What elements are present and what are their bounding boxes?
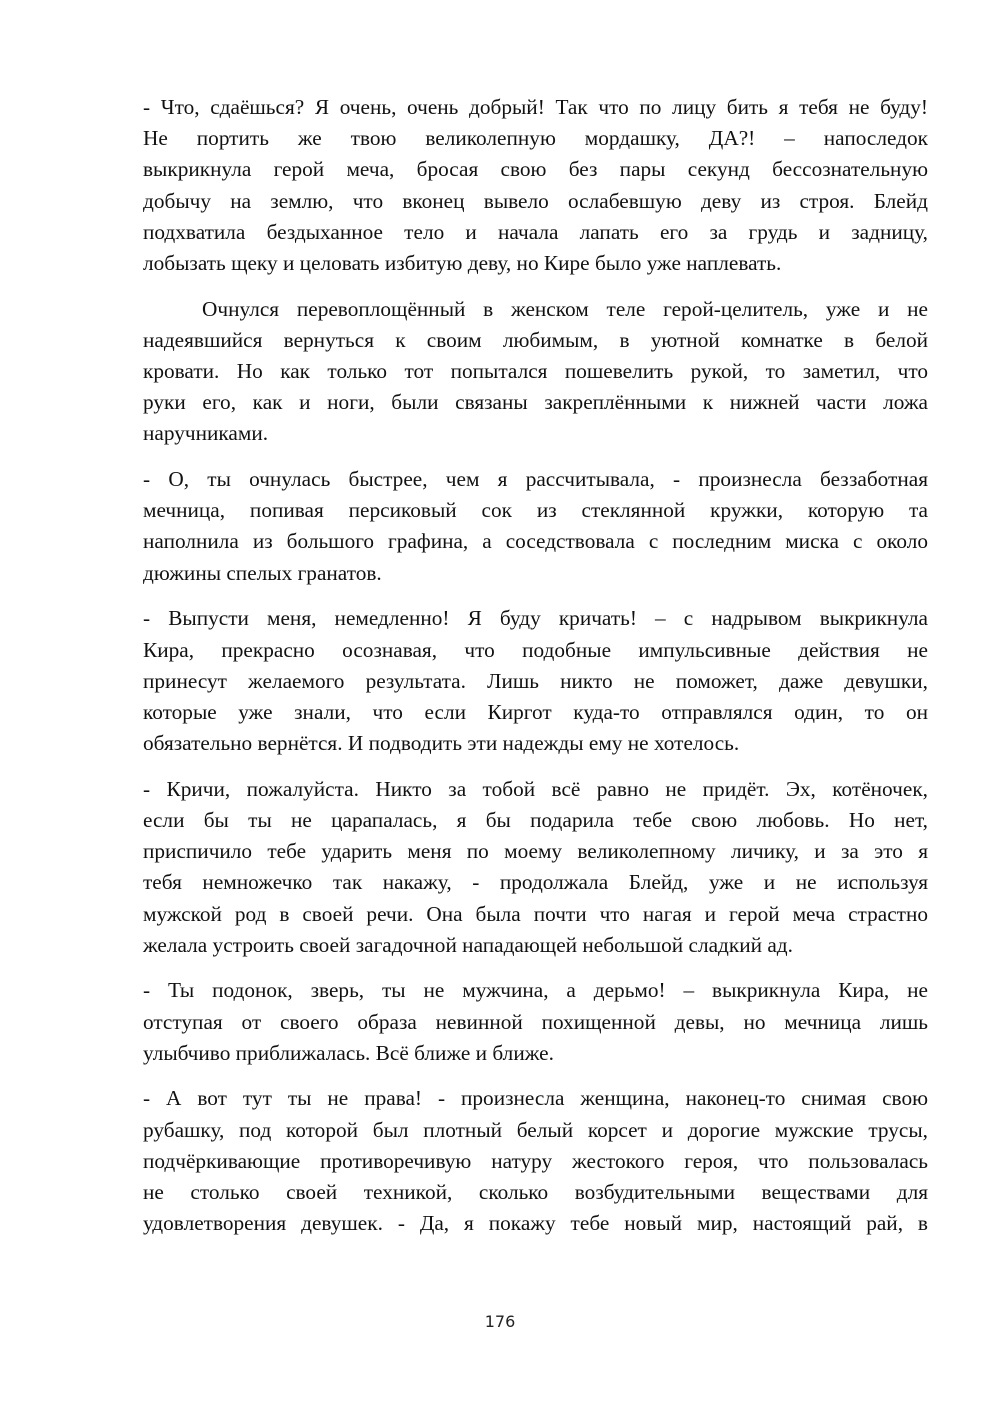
paragraph — [143, 294, 928, 450]
text-line: - О, ты очнулась быстрее, чем я рассчитывала, - произнесла беззаботная — [143, 467, 928, 492]
text-line: кровати. Но как только тот попытался пошевелить рукой, то заметил, что — [143, 359, 928, 383]
text-line: рубашку, под которой был плотный белый корсет и дорогие мужские трусы, — [143, 1117, 928, 1142]
page-number: 176 — [484, 1312, 516, 1331]
text-line: наручниками. — [143, 421, 269, 446]
text-line: подчёркивающие противоречивую натуру жестокого героя, что пользовалась — [143, 1148, 928, 1173]
paragraph — [143, 774, 928, 961]
text-line: не столько своей техникой, сколько возбудительными веществами для — [143, 1180, 928, 1204]
text-line: желала устроить своей загадочной нападающей небольшой сладкий ад. — [143, 932, 793, 957]
paragraph — [143, 92, 928, 279]
text-line: приспичило тебе ударить меня по моему великолепному личику, и за это я — [143, 839, 928, 864]
text-line: удовлетворения девушек. - Да, я покажу тебе новый мир, настоящий рай, в — [143, 1211, 928, 1236]
paragraph — [143, 603, 928, 759]
paragraph — [143, 1083, 928, 1239]
text-line: подхватила бездыханное тело и начала лапать его за грудь и задницу, — [143, 219, 928, 244]
text-line: выкрикнула герой меча, бросая свою без пары секунд бессознательную — [143, 157, 928, 182]
body-text — [143, 92, 928, 1254]
text-line: Не портить же твою великолепную мордашку, ДА?! – напоследок — [143, 126, 928, 151]
text-line: которые уже знали, что если Киргот куда-то отправлялся один, то он — [143, 699, 928, 724]
text-line: обязательно вернётся. И подводить эти надежды ему не хотелось. — [143, 731, 740, 756]
text-line: если бы ты не царапалась, я бы подарила тебе свою любовь. Но нет, — [143, 807, 928, 832]
text-line: - Ты подонок, зверь, ты не мужчина, а дерьмо! – выкрикнула Кира, не — [143, 978, 928, 1003]
text-line: - Что, сдаёшься? Я очень, очень добрый! Так что по лицу бить я тебя не буду! — [143, 95, 928, 119]
text-line: - Кричи, пожалуйста. Никто за тобой всё равно не придёт. Эх, котёночек, — [143, 776, 928, 801]
text-line: Кира, прекрасно осознавая, что подобные импульсивные действия не — [143, 637, 928, 662]
text-line: надеявшийся вернуться к своим любимым, в уютной комнатке в белой — [143, 327, 928, 352]
text-line: улыбчиво приближалась. Всё ближе и ближе. — [143, 1040, 554, 1065]
text-line: отступая от своего образа невинной похищенной девы, но мечница лишь — [143, 1009, 928, 1034]
text-line: дюжины спелых гранатов. — [143, 560, 382, 585]
text-line: мечница, попивая персиковый сок из стеклянной кружки, которую та — [143, 498, 928, 523]
text-line: принесут желаемого результата. Лишь никто не поможет, даже девушки, — [143, 668, 928, 693]
paragraph — [143, 464, 928, 589]
text-line: лобызать щеку и целовать избитую деву, но Кире было уже наплевать. — [143, 250, 782, 275]
text-line: добычу на землю, что вконец вывело ослабевшую деву из строя. Блейд — [143, 188, 928, 213]
text-line: Очнулся перевоплощённый в женском теле герой-целитель, уже и не — [202, 296, 928, 321]
text-line: руки его, как и ноги, были связаны закреплёнными к нижней части ложа — [143, 390, 928, 415]
text-line: мужской род в своей речи. Она была почти что нагая и герой меча страстно — [143, 901, 928, 926]
text-line: наполнила из большого графина, а соседствовала с последним миска с около — [143, 529, 928, 554]
text-line: - А вот тут ты не права! - произнесла женщина, наконец-то снимая свою — [143, 1086, 928, 1111]
paragraph — [143, 975, 928, 1069]
text-line: тебя немножечко так накажу, - продолжала Блейд, уже и не используя — [143, 870, 928, 895]
text-line: - Выпусти меня, немедленно! Я буду кричать! – с надрывом выкрикнула — [143, 606, 928, 631]
